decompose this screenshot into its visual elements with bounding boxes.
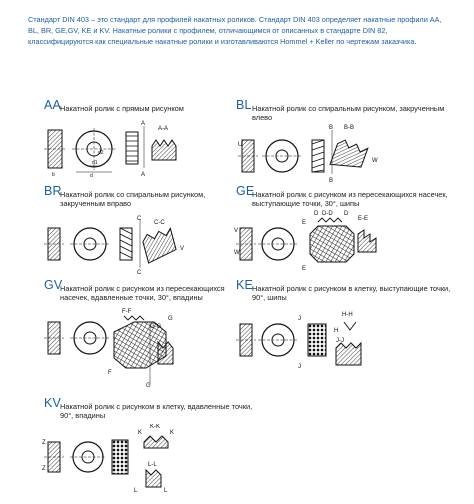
profile-ge-description: Накатной ролик с рисунком из пересекающихся насечек, выступающие точки, 30°, шипы bbox=[252, 190, 448, 208]
kv-label-l2: L bbox=[164, 488, 168, 494]
profile-br-description: Накатной ролик со спиральным рисунком, закрученным вправо bbox=[60, 190, 206, 208]
aa-label-d: d bbox=[90, 173, 93, 178]
ke-section-label: H-H bbox=[342, 312, 353, 318]
kv-label-k1: K bbox=[138, 430, 143, 436]
kv-label-l1: L bbox=[134, 488, 138, 494]
profile-kv-drawing bbox=[40, 424, 190, 494]
aa-label-d1: d1 bbox=[92, 160, 98, 166]
profile-br-drawing bbox=[40, 214, 190, 274]
profile-ke-code: KE bbox=[236, 278, 254, 292]
profile-kv-header bbox=[44, 396, 264, 420]
ge-section-label: D-D bbox=[322, 211, 333, 217]
ke-label-h: H bbox=[334, 328, 339, 334]
profile-ke-description: Накатной ролик с рисунком в клетку, выступающие точки, 90°, шипы bbox=[252, 284, 451, 302]
gv-label-f: F bbox=[108, 370, 112, 376]
kv-section-l-label: L-L bbox=[148, 462, 157, 468]
profile-aa-code: AA bbox=[44, 98, 62, 112]
profile-ke-drawing bbox=[232, 308, 382, 380]
profile-br bbox=[44, 184, 219, 208]
profile-gv-description: Накатной ролик с рисунком из пересекающихся насечек, вдавленные точки, 30°, впадины bbox=[60, 284, 225, 302]
br-label-c1: C bbox=[137, 216, 142, 222]
br-section-label: C-C bbox=[154, 220, 165, 226]
ke-label-j2: J bbox=[298, 364, 301, 370]
ge-label-d1: D bbox=[314, 211, 319, 217]
profile-gv bbox=[44, 278, 234, 302]
profile-bl-code: BL bbox=[236, 98, 252, 112]
profile-ke-header bbox=[236, 278, 456, 302]
profile-aa-header bbox=[44, 98, 234, 113]
bl-label-b2: B bbox=[329, 178, 334, 184]
profile-br-code: BR bbox=[44, 184, 62, 198]
profile-ge bbox=[236, 184, 456, 208]
gv-section-label: F-F bbox=[122, 309, 132, 315]
profile-ke bbox=[236, 278, 456, 302]
bl-label-u: U bbox=[238, 142, 243, 148]
profile-ge-drawing bbox=[232, 208, 382, 274]
profile-kv bbox=[44, 396, 264, 420]
kv-label-z1: Z bbox=[42, 440, 46, 446]
aa-label-a1: A bbox=[141, 121, 146, 127]
kv-label-k2: K bbox=[170, 430, 175, 436]
profile-kv-code: KV bbox=[44, 396, 62, 410]
br-label-v: V bbox=[180, 246, 185, 252]
profile-aa-description: Накатной ролик с прямым рисунком bbox=[60, 104, 184, 113]
profile-bl bbox=[236, 98, 456, 122]
ge-section-e-label: E-E bbox=[358, 216, 369, 222]
kv-label-z2: Z bbox=[42, 466, 46, 472]
ge-label-d2: D bbox=[344, 211, 349, 217]
ge-label-v: V bbox=[234, 228, 239, 234]
profile-kv-description: Накатной ролик с рисунком в клетку, вдавленные точки, 90°, впадины bbox=[60, 402, 253, 420]
gv-label-g2: G bbox=[146, 383, 151, 388]
ke-label-j1: J bbox=[298, 316, 301, 322]
ge-label-e1: E bbox=[302, 220, 307, 226]
profile-bl-drawing bbox=[236, 122, 386, 184]
intro-text: Стандарт DIN 403 – это стандарт для профилей накатных роликов. Стандарт DIN 403 определяет накатные профили AA, BL, BR, GE,GV, KE и KV. Накатные ролики с профилем, отличающимся от описанных в стандарте DIN 82, классифицируются как специальные накатные ролики и изготавливаются Hommel + Keller по чертежам заказчика. bbox=[28, 15, 442, 46]
bl-label-b1: B bbox=[329, 125, 334, 131]
aa-label-b: b bbox=[52, 172, 55, 178]
br-label-c2: C bbox=[137, 270, 142, 274]
ge-label-w: W bbox=[234, 250, 240, 256]
profile-bl-header bbox=[236, 98, 456, 122]
gv-label-g1: G bbox=[168, 316, 173, 322]
profile-br-header bbox=[44, 184, 219, 208]
profile-gv-header bbox=[44, 278, 234, 302]
profile-ge-code: GE bbox=[236, 184, 255, 198]
gv-section-g-label: G-G bbox=[150, 324, 162, 330]
aa-label-a2: A bbox=[141, 172, 146, 178]
profile-aa-drawing bbox=[40, 116, 190, 178]
aa-section-label: A-A bbox=[158, 126, 169, 132]
bl-section-label: B-B bbox=[344, 125, 355, 131]
profile-gv-code: GV bbox=[44, 278, 63, 292]
aa-label-d2: d2 bbox=[98, 150, 104, 156]
bl-label-w: W bbox=[372, 158, 378, 164]
profile-aa bbox=[44, 98, 234, 113]
profile-bl-description: Накатной ролик со спиральным рисунком, закрученным влево bbox=[252, 104, 445, 122]
ge-label-e2: E bbox=[302, 266, 307, 272]
kv-section-label: K-K bbox=[150, 424, 161, 430]
ke-section-j-label: J-J bbox=[336, 338, 344, 344]
profile-ge-header bbox=[236, 184, 456, 208]
profile-gv-drawing bbox=[40, 308, 190, 388]
